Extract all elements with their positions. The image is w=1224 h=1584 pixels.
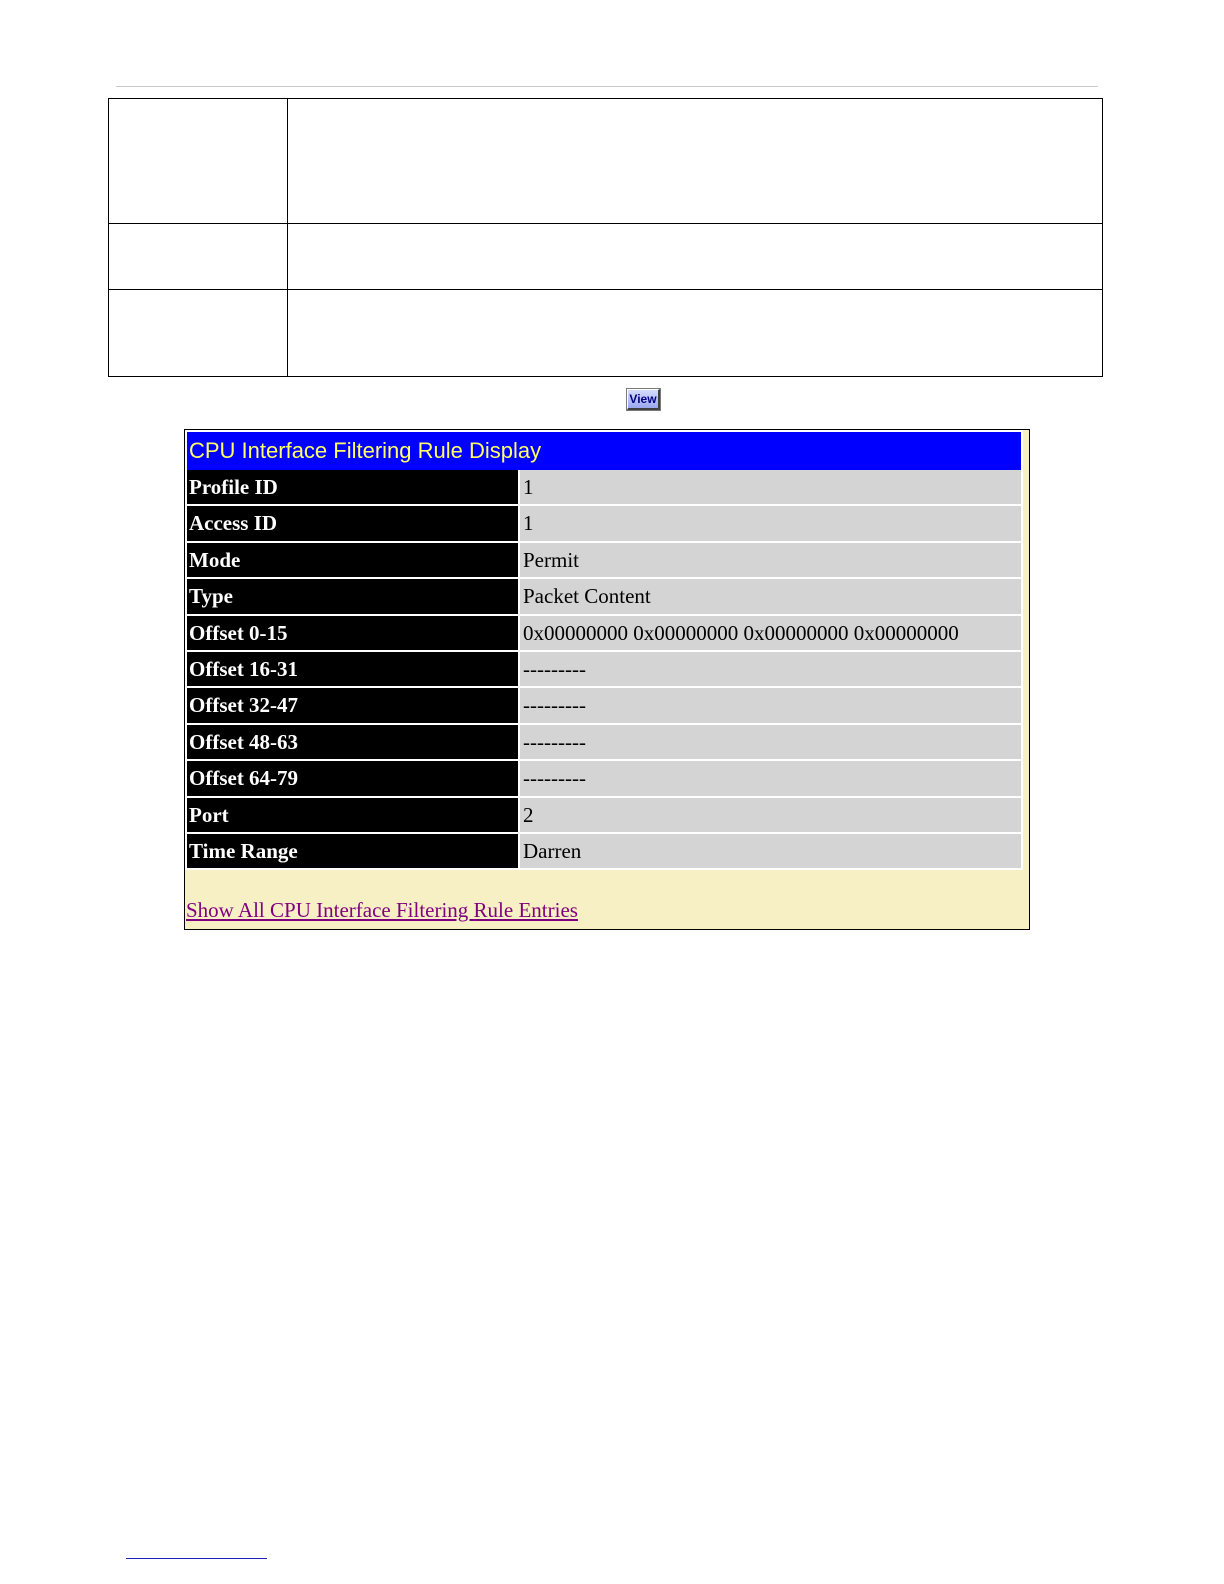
row-value: --------- <box>520 652 1021 688</box>
description-term-cell <box>109 224 287 289</box>
description-table <box>108 98 1103 377</box>
description-text-cell <box>288 224 1102 289</box>
row-value: 0x00000000 0x00000000 0x00000000 0x00000000 <box>520 616 1021 652</box>
cpu-filtering-rule-panel <box>184 429 1030 930</box>
row-value: 1 <box>520 470 1021 506</box>
row-label: Port <box>187 798 520 834</box>
row-label: Offset 64-79 <box>187 761 520 797</box>
row-label: Access ID <box>187 506 520 542</box>
row-label: Offset 48-63 <box>187 725 520 761</box>
rule-row-offset-0-15 <box>187 616 1021 652</box>
row-label: Profile ID <box>187 470 520 506</box>
row-value: --------- <box>520 725 1021 761</box>
description-text-cell <box>288 290 1102 376</box>
row-value: --------- <box>520 688 1021 724</box>
view-button[interactable]: View <box>627 389 660 410</box>
row-value: 1 <box>520 506 1021 542</box>
rule-row-type <box>187 579 1021 615</box>
row-label: Time Range <box>187 834 520 870</box>
row-value: Darren <box>520 834 1021 870</box>
rule-row-offset-64-79 <box>187 761 1021 797</box>
rule-row-offset-16-31 <box>187 652 1021 688</box>
description-row <box>109 290 1102 376</box>
row-label: Type <box>187 579 520 615</box>
header-rule <box>116 86 1098 87</box>
rule-row-access-id <box>187 506 1021 542</box>
description-row <box>109 99 1102 224</box>
rule-table <box>185 430 1023 870</box>
row-label: Offset 0-15 <box>187 616 520 652</box>
row-label: Offset 32-47 <box>187 688 520 724</box>
rule-row-offset-32-47 <box>187 688 1021 724</box>
row-label: Mode <box>187 543 520 579</box>
row-label: Offset 16-31 <box>187 652 520 688</box>
rule-row-port <box>187 798 1021 834</box>
row-value: Packet Content <box>520 579 1021 615</box>
rule-row-time-range <box>187 834 1021 870</box>
description-text-cell <box>288 99 1102 223</box>
row-value: --------- <box>520 761 1021 797</box>
rule-row-profile-id <box>187 470 1021 506</box>
show-all-entries-link[interactable]: Show All CPU Interface Filtering Rule Entries <box>186 898 578 922</box>
row-value: 2 <box>520 798 1021 834</box>
description-term-cell <box>109 99 287 223</box>
footnote-rule <box>126 1558 267 1559</box>
rule-row-mode <box>187 543 1021 579</box>
description-row <box>109 224 1102 290</box>
rule-row-offset-48-63 <box>187 725 1021 761</box>
panel-title: CPU Interface Filtering Rule Display <box>187 432 1021 470</box>
description-term-cell <box>109 290 287 376</box>
row-value: Permit <box>520 543 1021 579</box>
